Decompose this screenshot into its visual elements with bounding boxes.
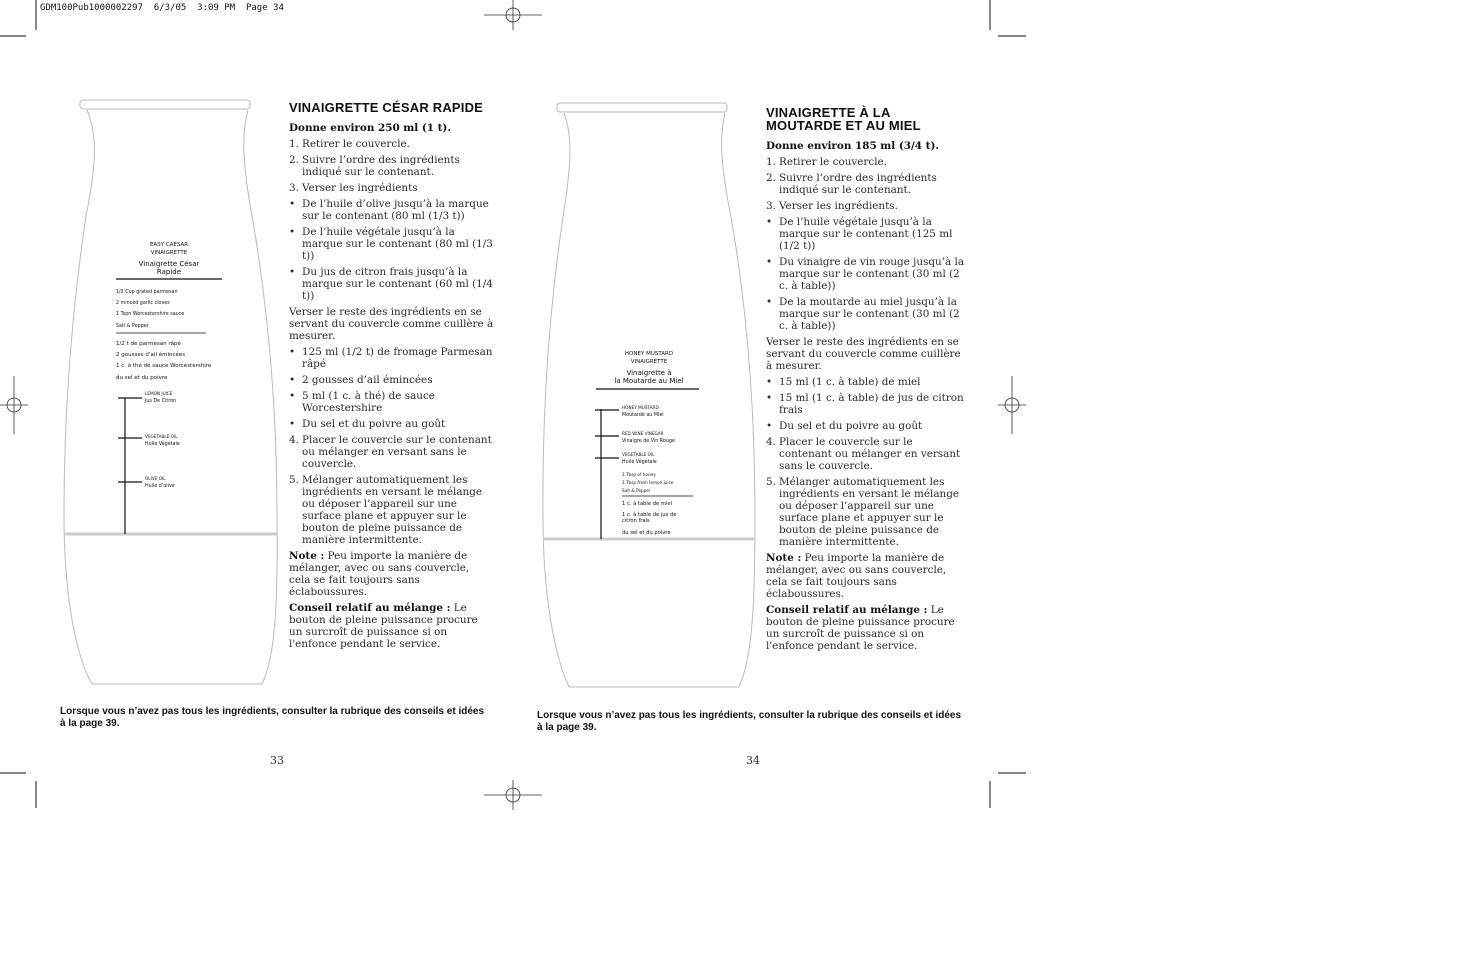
registration-mark-right [998,376,1026,434]
bottle-fr-list-item: 1 c. à thé de sauce Worcestershire [116,363,212,369]
recipe-title: VINAIGRETTE À LA MOUTARDE ET AU MIEL [766,105,921,133]
step-item: 1. Retirer le couvercle. [289,138,410,150]
step-item: 5. Mélanger automatiquement les ingrédients en versant le mélange ou déposer l’appareil sur une surface plane et appuyer sur le bouton de pleine puissance de manière intermittente. [766,476,960,548]
tip-paragraph: Conseil relatif au mélange : Le bouton de pleine puissance procure un surcroît de puissance si on l'enfonce pendant le service. [289,602,478,650]
step-item: 1. Retirer le couvercle. [766,156,887,168]
note-paragraph: Note : Peu importe la manière de mélanger, avec ou sans couvercle, cela se fait toujours sans éclaboussures. [289,550,470,598]
bottle-mark-fr: Huile Végétale [145,442,180,447]
bottle-fr-list-item: 2 gousses d’ail émincées [116,352,186,358]
caesar-recipe [289,101,494,654]
bottle-fr-list-item: 1/2 t de parmesan râpé [116,341,181,347]
bottle-fr-list-item: du sel et du poivre [622,530,671,536]
steps-list [766,436,968,548]
bottle-en-list-item: 2 minced garlic cloves [116,301,170,306]
slug-time: 3:09 PM [197,3,236,13]
bullet-item: • 5 ml (1 c. à thé) de sauce Worcestershire [289,390,435,414]
note-paragraph: Note : Peu importe la manière de mélanger, avec ou sans couvercle, cela se fait toujours sans éclaboussures. [766,552,947,600]
bullet-item: • De l’huile d’olive jusqu’à la marque sur le contenant (80 ml (1/3 t)) [289,198,489,222]
bullet-item: • De l’huile végétale jusqu’à la marque sur le contenant (125 ml (1/2 t)) [766,216,953,252]
bottle-en-list-item: Salt & Pepper [116,324,149,329]
bottle-mark-fr: Huile Végétale [622,460,657,465]
bottle-mark-fr: Vinaigre de Vin Rouge [622,439,675,444]
bottle-en-list-item: 1/2 Cup grated parmesan [116,290,178,295]
registration-mark-left [0,376,28,434]
step-item: 2. Suivre l’ordre des ingrédients indiqué sur le contenant. [289,154,460,178]
step-item: 5. Mélanger automatiquement les ingrédients en versant le mélange ou déposer l’appareil sur une surface plane et appuyer sur le bouton de pleine puissance de manière intermittente. [289,474,483,546]
bottle-mark-en: OLIVE OIL [145,476,166,481]
ingredient-bullets [766,216,968,332]
bullet-item: • De la moutarde au miel jusqu’à la marque sur le contenant (30 ml (2 c. à table)) [766,296,960,332]
bottle-fr-list-item: 1 c. à table de jus de [622,512,677,518]
slug-date: 6/3/05 [153,3,187,13]
recipe-title: VINAIGRETTE CÉSAR RAPIDE [289,100,484,115]
right-footnote: Lorsque vous n’avez pas tous les ingrédients, consulter la rubrique des conseils et idées à la page 39. [537,710,962,733]
bottle-mark-en: LEMON JUICE [145,391,173,396]
bullet-item: • Du jus de citron frais jusqu’à la marque sur le contenant (60 ml (1/4 t)) [289,266,493,302]
bullet-item: • 15 ml (1 c. à table) de miel [766,376,921,388]
bottle-mark-en: HONEY MUSTARD [622,405,659,410]
page-number-left: 33 [270,754,284,767]
bullet-item: • Du vinaigre de vin rouge jusqu’à la marque sur le contenant (30 ml (2 c. à table)) [766,256,965,292]
bottle-fr-list-item: citron frais [622,518,650,524]
recipe-yield: Donne environ 250 ml (1 t). [289,122,451,134]
instruction-paragraph: Verser le reste des ingrédients en se servant du couvercle comme cuillère à mesurer. [289,306,494,342]
ingredient-bullets [289,346,494,430]
step-item: 3. Verser les ingrédients. [766,200,898,212]
steps-list [289,138,494,194]
bottle-en-list-item: 1 Tspn Worcestershire sauce [116,312,185,317]
bullet-item: • 125 ml (1/2 t) de fromage Parmesan râpé [289,346,493,370]
bottle-mark-en: VEGETABLE OIL [145,434,178,439]
page-number-right: 34 [746,754,760,767]
slug-file: GDM100Pub1000002297 [40,3,143,13]
left-footnote: Lorsque vous n’avez pas tous les ingrédients, consulter la rubrique des conseils et idées à la page 39. [60,706,485,729]
bottle-en-title-2: VINAIGRETTE [150,250,188,256]
bottle-en-title-1: HONEY MUSTARD [624,351,674,357]
bottle-en-title-2: VINAIGRETTE [630,359,668,365]
honey-mustard-recipe [766,106,968,656]
bottle-en-list-item: 1 Tbsp fresh lemon juice [622,480,674,485]
bullet-item: • 2 gousses d’ail émincées [289,374,433,386]
bottle-fr-title-1: Vinaigrette César [138,260,200,268]
bottle-fr-list-item: du sel et du poivre [116,375,168,381]
caesar-bottle-illustration [56,96,296,696]
ingredient-bullets [766,376,968,432]
bullet-item: • 15 ml (1 c. à table) de jus de citron frais [766,392,964,416]
slug-page: Page 34 [245,3,284,13]
bottle-mark-fr: Jus De Citron [145,399,177,404]
bottle-fr-list-item: 1 c. à table de miel [622,501,672,507]
instruction-paragraph: Verser le reste des ingrédients en se servant du couvercle comme cuillère à mesurer. [766,336,961,372]
honey-mustard-bottle-illustration [533,97,773,697]
recipe-yield: Donne environ 185 ml (3/4 t). [766,140,939,152]
steps-list [766,156,968,212]
bottle-fr-title-2: Rapide [156,268,182,276]
steps-list [289,434,494,546]
step-item: 3. Verser les ingrédients [289,182,418,194]
bottle-fr-title-2: la Moutarde au Miel [614,377,684,385]
bottle-en-title-1: EASY CAESAR [149,242,189,248]
registration-mark-bottom [484,780,542,810]
step-item: 4. Placer le couvercle sur le contenant ou mélanger en versant sans le couvercle. [766,436,961,472]
bottle-mark-en: VEGETABLE OIL [622,452,655,457]
ingredient-bullets [289,198,494,302]
registration-mark-top [484,0,542,30]
step-item: 4. Placer le couvercle sur le contenant ou mélanger en versant sans le couvercle. [289,434,492,470]
bottle-mark-fr: Moutarde au Miel [622,413,664,418]
step-item: 2. Suivre l’ordre des ingrédients indiqué sur le contenant. [766,172,937,196]
tip-paragraph: Conseil relatif au mélange : Le bouton de pleine puissance procure un surcroît de puissance si on l'enfonce pendant le service. [766,604,955,652]
bullet-item: • Du sel et du poivre au goût [289,418,446,430]
bottle-mark-fr: Huile d’olive [145,484,175,489]
bottle-fr-title-1: Vinaigrette à [626,369,672,377]
bottle-en-list-item: 1 Tbsp of honey [622,472,656,477]
bottle-mark-en: RED WINE VINEGAR [622,431,664,436]
bullet-item: • Du sel et du poivre au goût [766,420,923,432]
bottle-en-list-item: Salt & Pepper [622,488,651,493]
bullet-item: • De l’huile végétale jusqu’à la marque sur le contenant (80 ml (1/3 t)) [289,226,493,262]
